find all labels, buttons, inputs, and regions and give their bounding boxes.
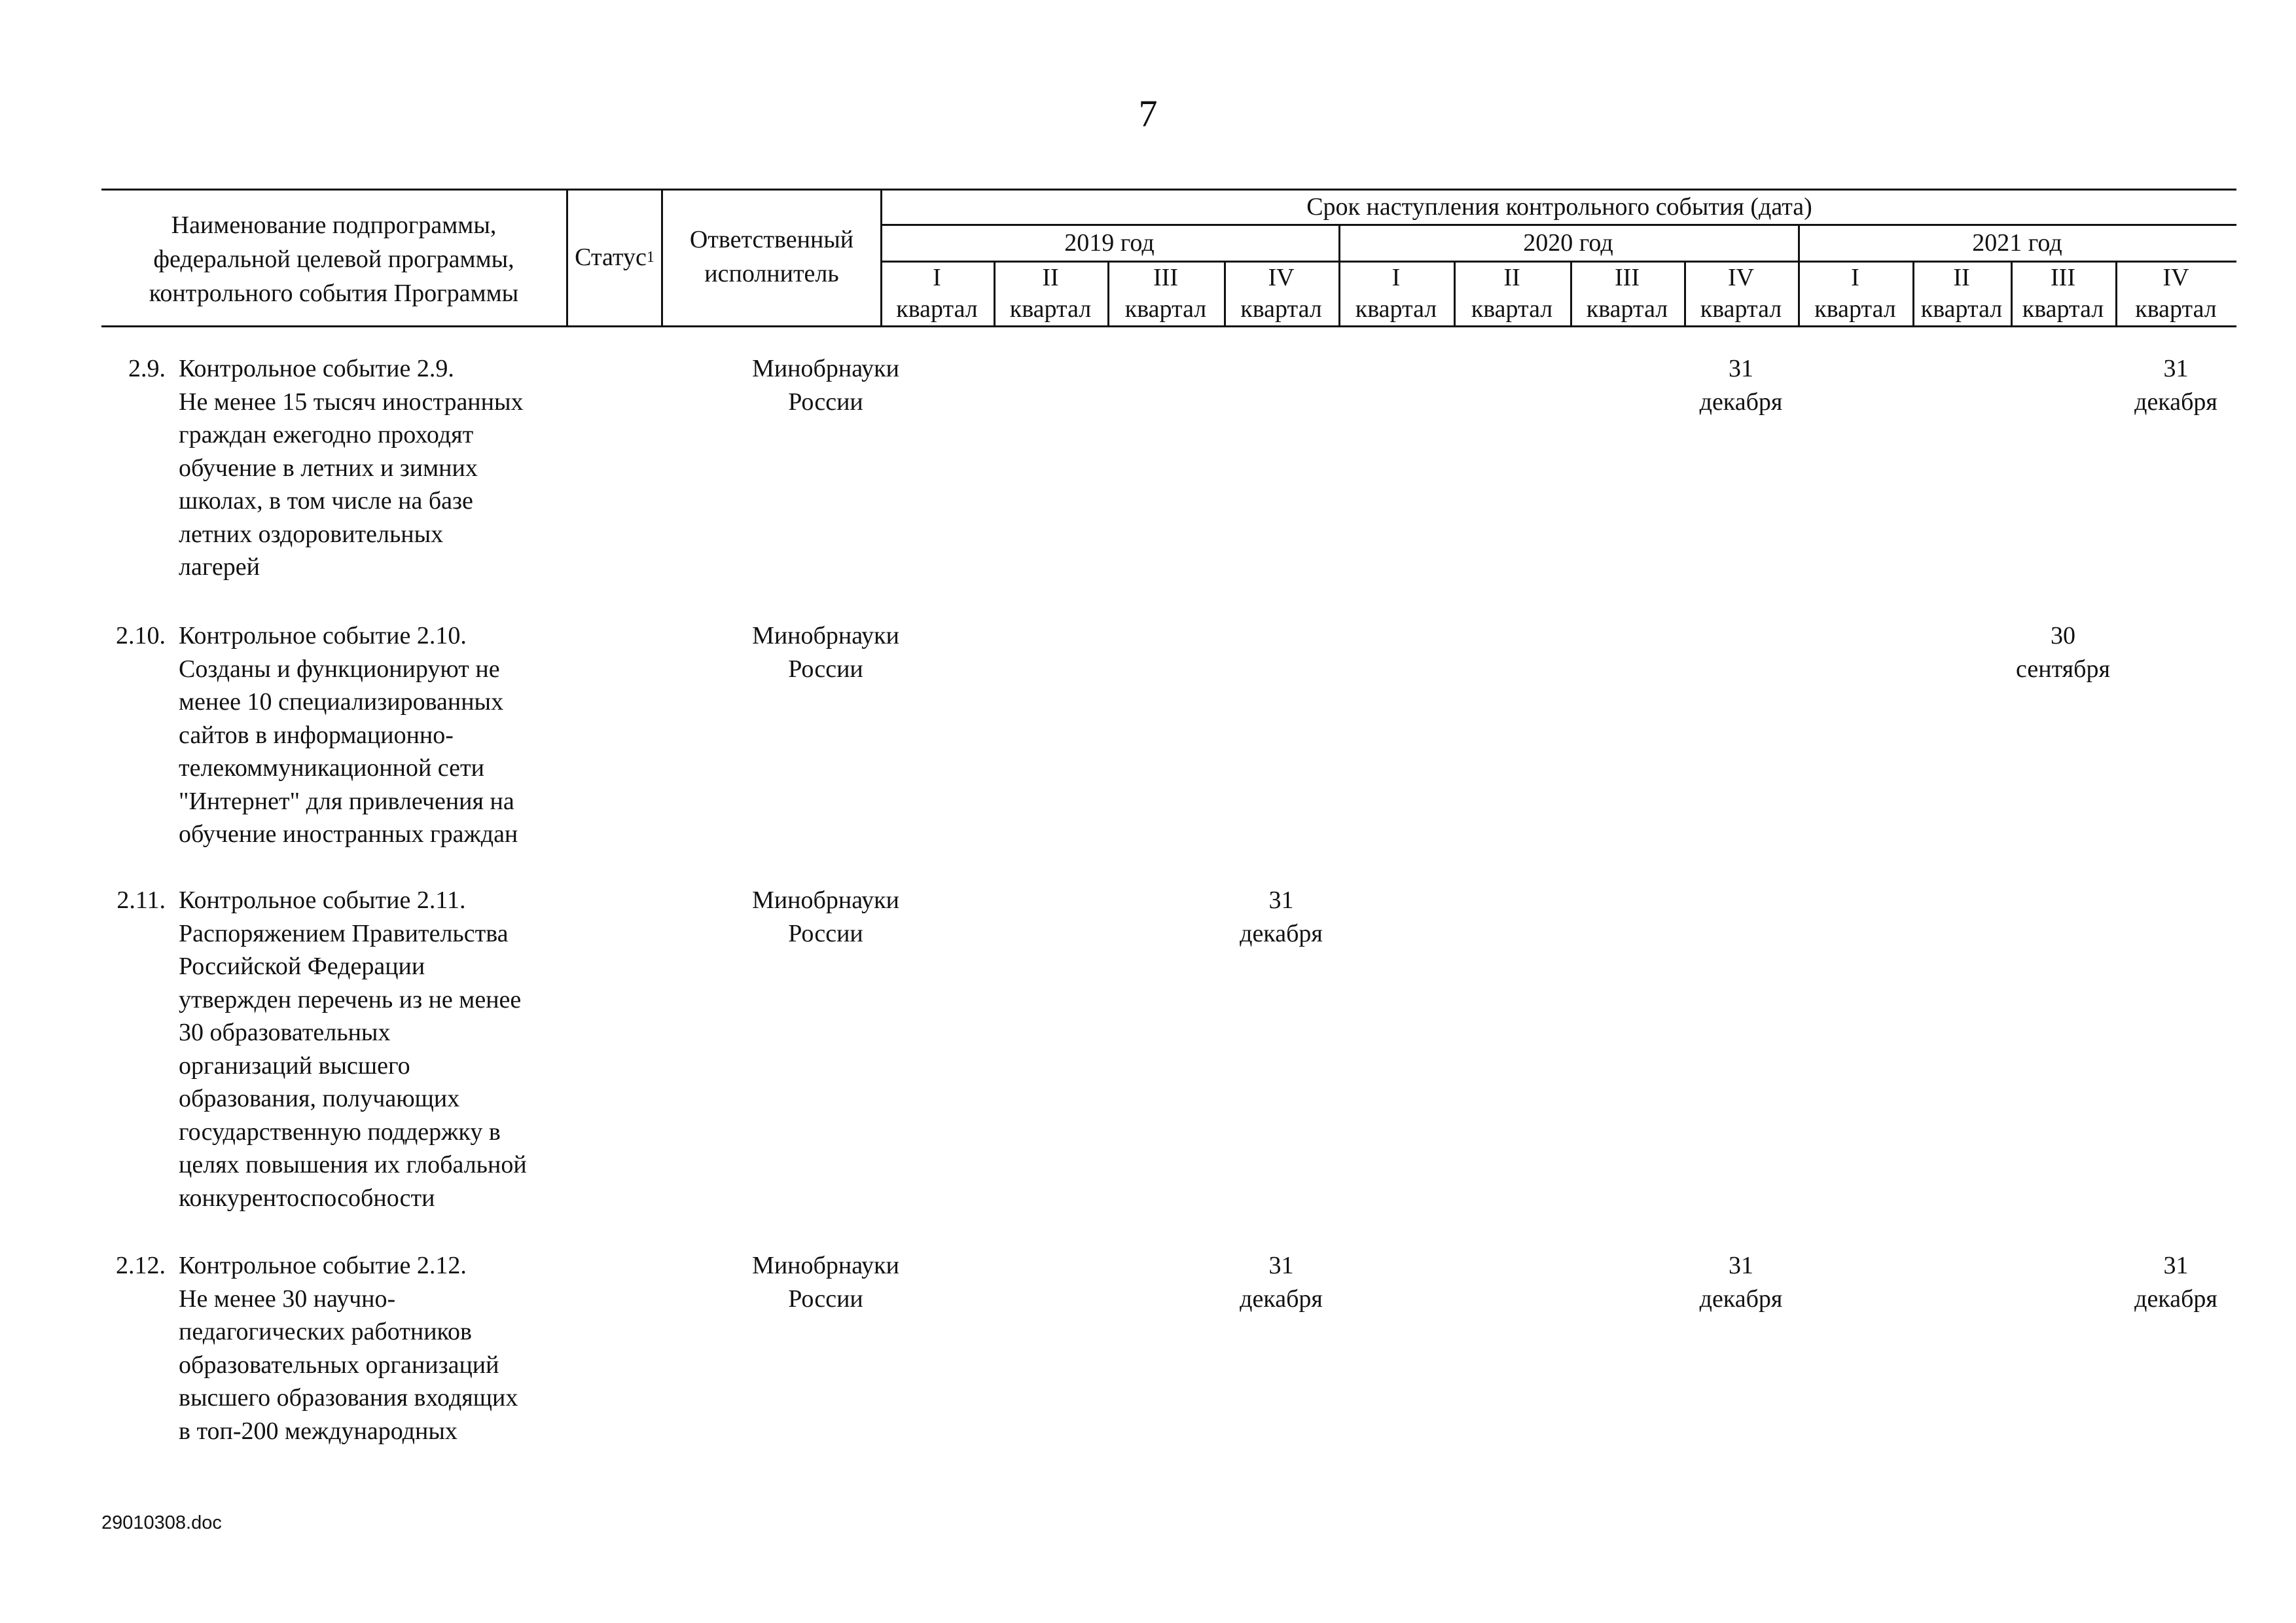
control-event-date (2115, 352, 2236, 418)
event-description (179, 619, 676, 851)
event-description-line: педагогических работников (179, 1318, 473, 1345)
quarter-header (1684, 262, 1798, 325)
quarter-header (1224, 262, 1338, 325)
date-month: декабря (2134, 388, 2217, 416)
quarter-word: квартал (1700, 295, 1782, 323)
page-number: 7 (1138, 92, 1158, 135)
executor-line: Минобрнауки (752, 355, 899, 382)
date-month: декабря (1699, 1285, 1783, 1313)
event-description-line: утвержден перечень из не менее (179, 985, 522, 1013)
control-event-date (1224, 1249, 1338, 1315)
event-description-line: образования, получающих (179, 1085, 460, 1112)
date-day: 31 (2163, 355, 2189, 382)
event-description-line: Контрольное событие 2.12. (179, 1252, 467, 1279)
quarter-numeral: III (1153, 264, 1178, 291)
quarter-header (1107, 262, 1224, 325)
quarter-header (1338, 262, 1454, 325)
quarter-word: квартал (1009, 295, 1092, 323)
quarter-numeral: III (2051, 264, 2075, 291)
executor-line: Минобрнауки (752, 1252, 899, 1279)
event-description-line: образовательных организаций (179, 1351, 499, 1379)
quarter-numeral: I (1391, 264, 1401, 291)
quarter-numeral: IV (1727, 264, 1755, 291)
executor-line: России (788, 919, 863, 947)
event-number: 2.12. (116, 1252, 166, 1279)
quarter-word: квартал (2022, 295, 2104, 323)
event-description-line: конкурентоспособности (179, 1184, 435, 1212)
footer-file-name: 29010308.doc (101, 1512, 222, 1533)
deadline-column-header: Срок наступления контрольного события (дата) (1306, 193, 1812, 221)
date-day: 30 (2051, 622, 2075, 649)
year-header: 2019 год (1064, 229, 1155, 257)
event-description (179, 884, 676, 1214)
date-day: 31 (1729, 355, 1753, 382)
executor-line: России (788, 388, 863, 416)
quarter-header (1798, 262, 1912, 325)
date-day: 31 (1268, 886, 1294, 914)
quarter-header (2115, 262, 2236, 325)
event-description (179, 352, 676, 584)
responsible-executor (670, 619, 982, 685)
executor-line: Минобрнауки (752, 886, 899, 914)
quarter-header (1570, 262, 1684, 325)
executor-line: России (788, 1285, 863, 1313)
event-description-line: Не менее 15 тысяч иностранных (179, 388, 524, 416)
responsible-executor (670, 352, 982, 418)
event-description-line: обучение в летних и зимних (179, 454, 478, 482)
control-event-date (1684, 352, 1798, 418)
control-event-date (2007, 619, 2119, 685)
event-description-line: сайтов в информационно- (179, 721, 454, 749)
event-description-line: граждан ежегодно проходят (179, 421, 474, 448)
event-description-line: обучение иностранных граждан (179, 820, 518, 848)
event-description-line: высшего образования входящих (179, 1384, 518, 1412)
control-events-table (101, 189, 2236, 1445)
quarter-header (2011, 262, 2115, 325)
date-month: декабря (1240, 919, 1323, 947)
quarter-word: квартал (2135, 295, 2217, 323)
quarter-numeral: II (1503, 264, 1520, 291)
quarter-header (1912, 262, 2011, 325)
date-month: сентября (2016, 655, 2110, 683)
table-header (101, 189, 2236, 327)
quarter-word: квартал (1240, 295, 1322, 323)
date-day: 31 (1268, 1252, 1294, 1279)
status-column-header: Статус 1 (575, 244, 655, 271)
quarter-word: квартал (1124, 295, 1207, 323)
event-description-line: Контрольное событие 2.10. (179, 622, 467, 649)
event-description-line: летних оздоровительных (179, 520, 444, 548)
event-description-line: Созданы и функционируют не (179, 655, 500, 683)
quarter-numeral: I (933, 264, 941, 291)
event-description (179, 1249, 676, 1448)
event-number: 2.11. (117, 886, 166, 914)
quarter-header (994, 262, 1107, 325)
date-day: 31 (2163, 1252, 2189, 1279)
date-month: декабря (1240, 1285, 1323, 1313)
control-event-date (1684, 1249, 1798, 1315)
control-event-date (2115, 1249, 2236, 1315)
quarter-word: квартал (1471, 295, 1553, 323)
quarter-numeral: II (1042, 264, 1059, 291)
quarter-header (1454, 262, 1570, 325)
date-day: 31 (1729, 1252, 1753, 1279)
event-description-line: Контрольное событие 2.11. (179, 886, 466, 914)
event-number: 2.9. (128, 355, 166, 382)
event-description-line: телекоммуникационной сети (179, 754, 484, 782)
year-header: 2020 год (1523, 229, 1613, 257)
event-description-line: Распоряжением Правительства (179, 919, 509, 947)
quarter-numeral: II (1953, 264, 1970, 291)
event-description-line: "Интернет" для привлечения на (179, 787, 514, 815)
event-description-line: Контрольное событие 2.9. (179, 355, 454, 382)
name-column-header: Наименование подпрограммы, федеральной целевой программы, контрольного события Программы (149, 211, 519, 307)
event-description-line: в топ-200 международных (179, 1417, 457, 1445)
event-description-line: Не менее 30 научно- (179, 1285, 396, 1313)
executor-line: Минобрнауки (752, 622, 899, 649)
date-month: декабря (2134, 1285, 2217, 1313)
date-month: декабря (1699, 388, 1783, 416)
quarter-word: квартал (1814, 295, 1896, 323)
event-description-line: организаций высшего (179, 1051, 410, 1080)
quarter-numeral: I (1851, 264, 1859, 291)
executor-column-header: Ответственный исполнитель (689, 226, 854, 287)
quarter-word: квартал (1586, 295, 1668, 323)
quarter-numeral: III (1615, 264, 1640, 291)
year-header: 2021 год (1972, 229, 2062, 257)
event-number: 2.10. (116, 622, 166, 649)
event-description-line: целях повышения их глобальной (179, 1151, 527, 1178)
event-description-line: государственную поддержку в (179, 1118, 501, 1146)
quarter-word: квартал (896, 295, 978, 323)
quarter-header (880, 262, 994, 325)
event-description-line: 30 образовательных (179, 1019, 391, 1046)
control-event-date (1224, 884, 1338, 950)
quarter-word: квартал (1920, 295, 2003, 323)
event-description-line: школах, в том числе на базе (179, 487, 473, 515)
quarter-numeral: IV (1268, 264, 1295, 291)
event-description-line: лагерей (179, 553, 260, 581)
quarter-word: квартал (1355, 295, 1437, 323)
event-description-line: менее 10 специализированных (179, 688, 504, 716)
responsible-executor (670, 1249, 982, 1315)
quarter-numeral: IV (2162, 264, 2189, 291)
executor-line: России (788, 655, 863, 683)
responsible-executor (670, 884, 982, 950)
event-description-line: Российской Федерации (179, 953, 425, 980)
